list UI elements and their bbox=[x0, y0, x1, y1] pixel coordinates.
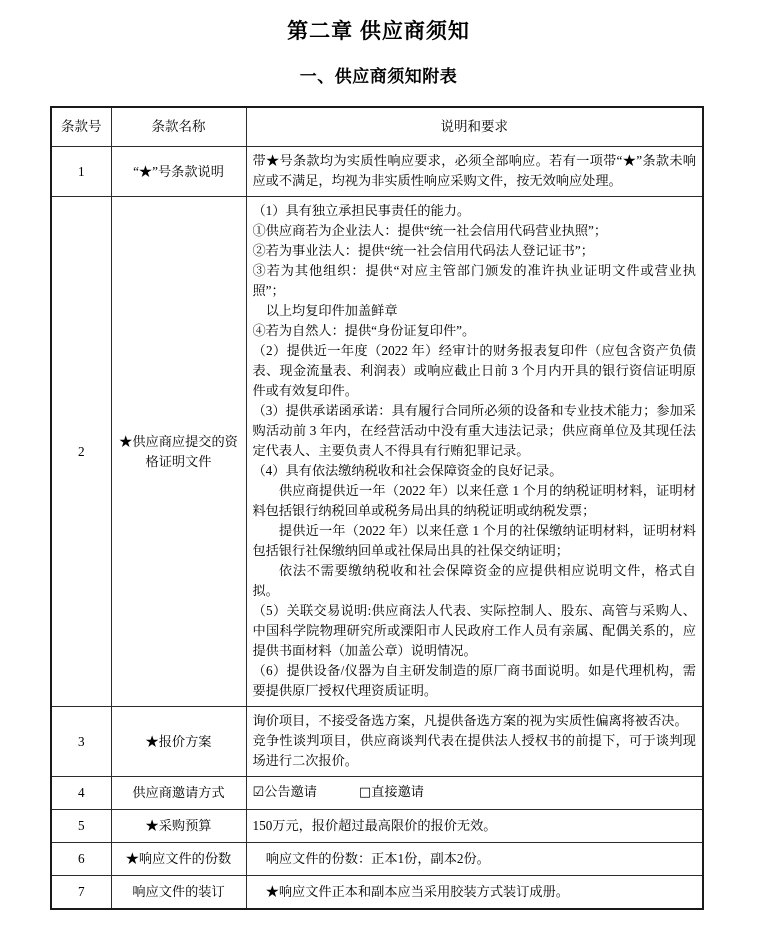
clause-name: ★报价方案 bbox=[111, 707, 246, 777]
clause-no: 7 bbox=[51, 876, 111, 910]
description-line: ★响应文件正本和副本应当采用胶装方式装订成册。 bbox=[265, 883, 569, 899]
description-line: （1）具有独立承担民事责任的能力。 bbox=[252, 203, 471, 218]
description-line: ①供应商若为企业法人：提供“统一社会信用代码营业执照”； bbox=[252, 223, 608, 238]
table-row bbox=[51, 777, 703, 810]
description-line: （3）提供承诺函承诺：具有履行合同所必须的设备和专业技术能力；参加采购活动前 3 年内，在经营活动中没有重大违法记录；供应商单位及其现任法定代表人、主要负责人不得具有行贿犯罪记录。 bbox=[252, 403, 696, 458]
clause-name: 供应商邀请方式 bbox=[111, 777, 246, 810]
clause-no: 6 bbox=[51, 843, 111, 876]
description-line: 带★号条款均为实质性响应要求，必须全部响应。若有一项带“★”条款未响应或不满足，均视为非实质性响应采购文件，按无效响应处理。 bbox=[252, 153, 696, 188]
checkbox-public-announcement-icon[interactable]: ☑ bbox=[252, 785, 265, 800]
description-line: 提供近一年（2022 年）以来任意 1 个月的社保缴纳证明材料，证明材料包括银行社保缴纳回单或社保局出具的社保交纳证明； bbox=[252, 523, 696, 558]
clause-name: ★采购预算 bbox=[111, 810, 246, 843]
description-line: 依法不需要缴纳税收和社会保障资金的应提供相应说明文件，格式自拟。 bbox=[252, 563, 696, 598]
clause-name: ★响应文件的份数 bbox=[111, 843, 246, 876]
clause-no: 1 bbox=[51, 147, 111, 197]
supplier-notice-table bbox=[50, 106, 704, 910]
description-line: ④若为自然人：提供“身份证复印件”。 bbox=[252, 323, 476, 338]
clause-description bbox=[246, 777, 703, 810]
table-row bbox=[51, 707, 703, 777]
checkbox-public-announcement-label[interactable]: 公告邀请 bbox=[264, 784, 317, 799]
description-line: （2）提供近一年度（2022 年）经审计的财务报表复印件（应包含资产负债表、现金流量表、利润表）或响应截止日前 3 个月内开具的银行资信证明原件或有效复印件。 bbox=[252, 343, 696, 398]
clause-description bbox=[246, 810, 703, 843]
page-subtitle: 一、供应商须知附表 bbox=[299, 67, 458, 87]
description-line: 询价项目，不接受备选方案，凡提供备选方案的视为实质性偏离将被否决。 bbox=[252, 713, 688, 728]
table-header bbox=[51, 107, 703, 147]
checkbox-direct-invitation-label[interactable]: 直接邀请 bbox=[371, 784, 424, 799]
column-header-description: 说明和要求 bbox=[246, 107, 703, 147]
clause-description bbox=[246, 197, 703, 707]
column-header-clause-name: 条款名称 bbox=[111, 107, 246, 147]
table-row bbox=[51, 843, 703, 876]
table-row bbox=[51, 197, 703, 707]
clause-name: ★供应商应提交的资格证明文件 bbox=[111, 197, 246, 707]
supplier-notice-table-wrapper bbox=[50, 106, 702, 910]
description-line: （4）具有依法缴纳税收和社会保障资金的良好记录。 bbox=[252, 463, 563, 478]
description-line: 竞争性谈判项目，供应商谈判代表在提供法人授权书的前提下，可于谈判现场进行二次报价。 bbox=[252, 733, 696, 768]
table-row bbox=[51, 147, 703, 197]
description-line: 供应商提供近一年（2022 年）以来任意 1 个月的纳税证明材料，证明材料包括银行纳税回单或税务局出具的纳税证明或纳税发票； bbox=[252, 483, 696, 518]
table-row bbox=[51, 876, 703, 910]
description-line: 响应文件的份数：正本1份，副本2份。 bbox=[265, 850, 490, 866]
description-line: （5）关联交易说明:供应商法人代表、实际控制人、股东、高管与采购人、中国科学院物理研究所或溧阳市人民政府工作人员有亲属、配偶关系的，应提供书面材料（加盖公章）说明情况。 bbox=[252, 603, 696, 658]
table-header-row bbox=[51, 107, 703, 147]
clause-description bbox=[246, 843, 703, 876]
invitation-method-options bbox=[253, 782, 697, 803]
clause-description bbox=[246, 876, 703, 910]
clause-description bbox=[246, 147, 703, 197]
clause-no: 2 bbox=[51, 197, 111, 707]
clause-name: “★”号条款说明 bbox=[111, 147, 246, 197]
description-line: 以上均复印件加盖鲜章 bbox=[265, 303, 398, 318]
clause-no: 4 bbox=[51, 777, 111, 810]
clause-name: 响应文件的装订 bbox=[111, 876, 246, 910]
clause-description bbox=[246, 707, 703, 777]
description-line: （6）提供设备/仪器为自主研发制造的原厂商书面说明。如是代理机构，需要提供原厂授权代理资质证明。 bbox=[252, 663, 696, 698]
description-line: ②若为事业法人：提供“统一社会信用代码法人登记证书”； bbox=[252, 243, 594, 258]
page-title: 第二章 供应商须知 bbox=[287, 20, 470, 43]
clause-no: 3 bbox=[51, 707, 111, 777]
description-line: ③若为其他组织：提供“对应主管部门颁发的准许执业证明文件或营业执照”； bbox=[252, 263, 696, 298]
column-header-clause-no: 条款号 bbox=[51, 107, 111, 147]
checkbox-direct-invitation-icon[interactable]: □ bbox=[358, 785, 372, 800]
table-row bbox=[51, 810, 703, 843]
description-line: 150万元，报价超过最高限价的报价无效。 bbox=[252, 817, 497, 833]
table-body bbox=[51, 147, 703, 910]
clause-no: 5 bbox=[51, 810, 111, 843]
